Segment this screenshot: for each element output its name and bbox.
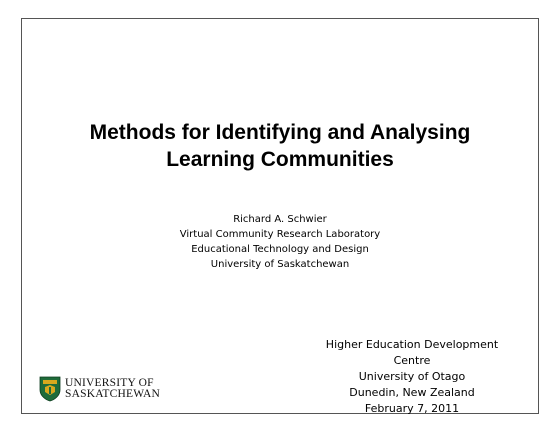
slide-title [22,119,538,173]
author-lab: Virtual Community Research Laboratory [179,229,381,240]
venue-university: University of Otago [358,370,466,383]
university-crest-icon [39,376,61,402]
slide-title-line-1: Methods for Identifying and Analysing [89,121,471,144]
author-university: University of Saskatchewan [210,259,350,270]
slide-title-line-2: Learning Communities [166,148,394,171]
logo-line-1: UNIVERSITY OF [65,377,154,389]
venue-block [312,337,512,417]
logo-line-2: SASKATCHEWAN [65,388,161,400]
logo-text [65,378,160,400]
author-block [22,212,538,272]
venue-centre: Higher Education Development Centre [325,338,499,367]
university-logo [39,376,160,402]
author-name: Richard A. Schwier [233,214,327,225]
slide [21,18,539,414]
author-department: Educational Technology and Design [191,244,369,255]
venue-date: February 7, 2011 [364,402,460,415]
venue-location: Dunedin, New Zealand [349,386,475,399]
